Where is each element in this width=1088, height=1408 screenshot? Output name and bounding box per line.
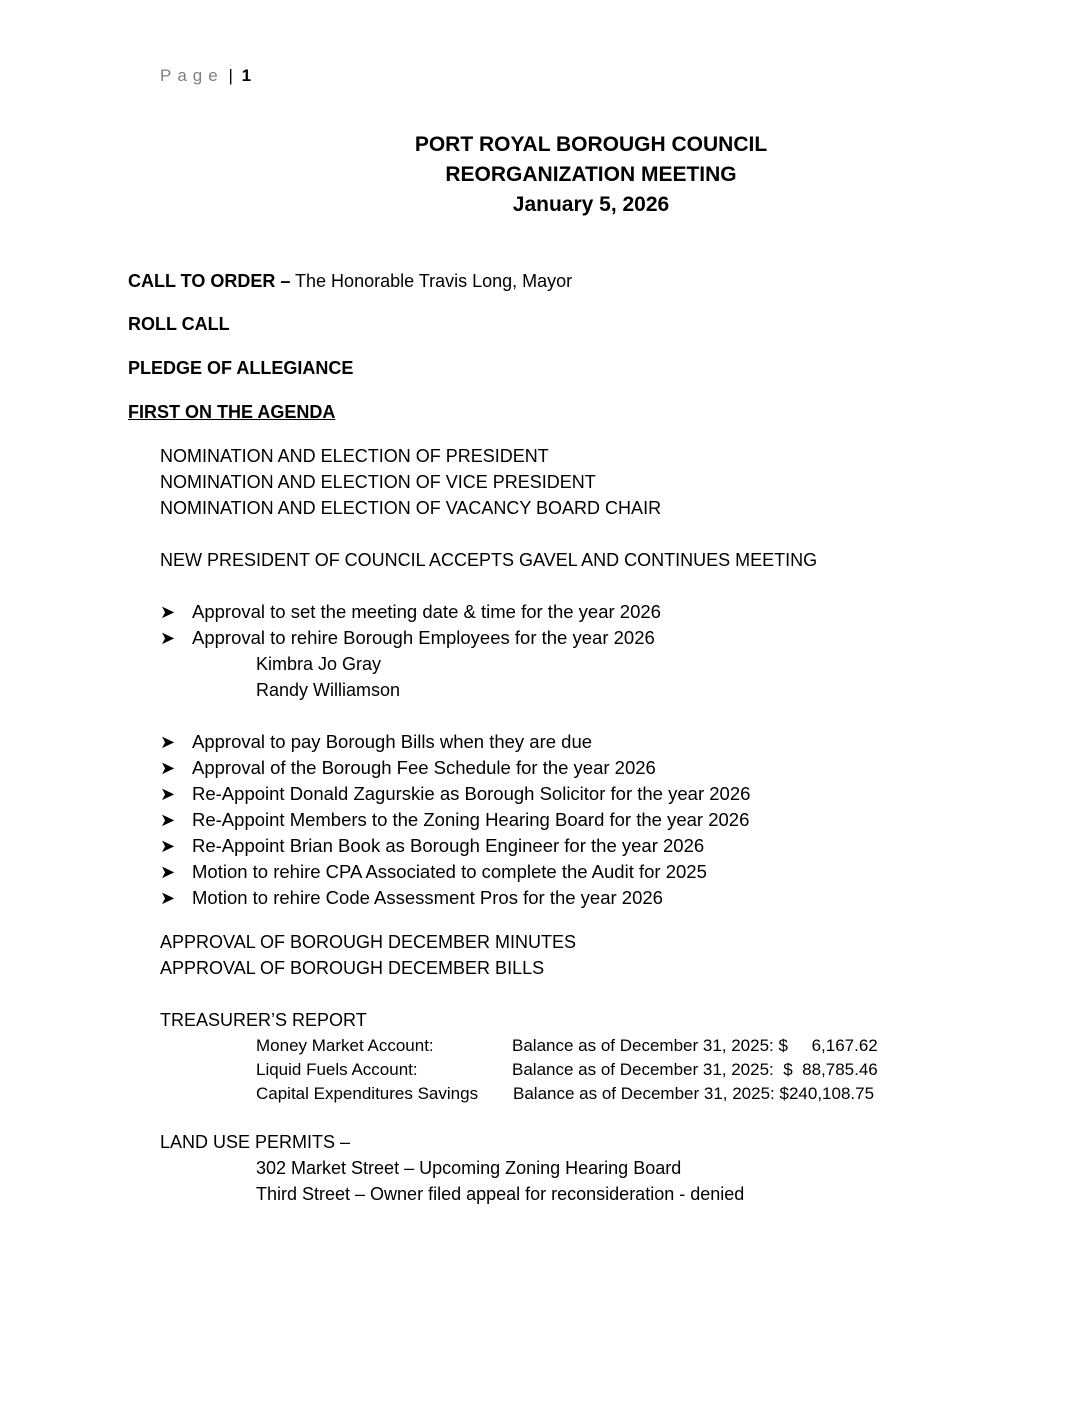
account-name: Capital Expenditures Savings <box>256 1084 479 1103</box>
land-use-item: 302 Market Street – Upcoming Zoning Hearing Board <box>256 1158 682 1178</box>
approval-bills: APPROVAL OF BOROUGH DECEMBER BILLS <box>160 958 545 978</box>
list-item <box>160 757 656 779</box>
list-item-text: Re-Appoint Brian Book as Borough Engineer for the year 2026 <box>192 835 705 856</box>
account-balance: Balance as of December 31, 2025: $ 88,785.46 <box>512 1060 878 1079</box>
list-item <box>160 627 655 649</box>
new-president-note: NEW PRESIDENT OF COUNCIL ACCEPTS GAVEL AND CONTINUES MEETING <box>160 550 818 570</box>
document-title <box>380 130 802 220</box>
arrowhead-bullet-icon: ➤ <box>160 732 176 752</box>
arrowhead-bullet-icon: ➤ <box>160 602 176 622</box>
list-item-text: Approval of the Borough Fee Schedule for the year 2026 <box>192 757 656 778</box>
call-to-order-label: CALL TO ORDER – <box>128 271 291 291</box>
nomination-vacancy-board-chair: NOMINATION AND ELECTION OF VACANCY BOARD CHAIR <box>160 498 662 518</box>
arrowhead-bullet-icon: ➤ <box>160 836 176 856</box>
land-use-item: Third Street – Owner filed appeal for reconsideration - denied <box>256 1184 745 1204</box>
title-organization: PORT ROYAL BOROUGH COUNCIL <box>414 133 768 156</box>
list-item-text: Re-Appoint Members to the Zoning Hearing Board for the year 2026 <box>192 809 750 830</box>
list-item <box>160 835 704 857</box>
title-date: January 5, 2026 <box>512 193 670 216</box>
list-item-text: Re-Appoint Donald Zagurskie as Borough Solicitor for the year 2026 <box>192 783 751 804</box>
call-to-order-text: The Honorable Travis Long, Mayor <box>290 271 573 291</box>
list-item <box>160 887 663 909</box>
account-balance: Balance as of December 31, 2025: $ 6,167.62 <box>512 1036 878 1055</box>
list-item-text: Motion to rehire Code Assessment Pros for the year 2026 <box>192 887 663 908</box>
title-meeting-type: REORGANIZATION MEETING <box>445 163 737 186</box>
list-item <box>160 731 592 753</box>
arrowhead-bullet-icon: ➤ <box>160 862 176 882</box>
arrowhead-bullet-icon: ➤ <box>160 784 176 804</box>
page-number-header <box>160 66 251 86</box>
list-item <box>160 601 661 623</box>
list-item <box>160 861 707 883</box>
page-separator: | <box>228 66 233 85</box>
account-balance: Balance as of December 31, 2025: $240,108.75 <box>513 1084 875 1103</box>
employee-name: Kimbra Jo Gray <box>256 654 382 674</box>
list-item-text: Approval to set the meeting date & time for the year 2026 <box>192 601 661 622</box>
list-item <box>160 783 750 805</box>
treasurer-report-heading: TREASURER’S REPORT <box>160 1010 367 1030</box>
account-name: Money Market Account: <box>256 1036 434 1055</box>
list-item-text: Approval to rehire Borough Employees for the year 2026 <box>192 627 655 648</box>
nomination-president: NOMINATION AND ELECTION OF PRESIDENT <box>160 446 549 466</box>
arrowhead-bullet-icon: ➤ <box>160 628 176 648</box>
land-use-heading: LAND USE PERMITS – <box>160 1132 351 1152</box>
account-name: Liquid Fuels Account: <box>256 1060 418 1079</box>
nomination-vice-president: NOMINATION AND ELECTION OF VICE PRESIDENT <box>160 472 596 492</box>
arrowhead-bullet-icon: ➤ <box>160 888 176 908</box>
list-item-text: Approval to pay Borough Bills when they are due <box>192 731 593 752</box>
pledge-heading: PLEDGE OF ALLEGIANCE <box>128 358 354 378</box>
list-item <box>160 809 749 831</box>
approval-minutes: APPROVAL OF BOROUGH DECEMBER MINUTES <box>160 932 577 952</box>
call-to-order <box>128 270 572 292</box>
page-number: 1 <box>241 66 252 85</box>
arrowhead-bullet-icon: ➤ <box>160 810 176 830</box>
roll-call-heading: ROLL CALL <box>128 314 230 334</box>
employee-name: Randy Williamson <box>256 680 401 700</box>
arrowhead-bullet-icon: ➤ <box>160 758 176 778</box>
first-on-agenda-heading: FIRST ON THE AGENDA <box>128 402 336 422</box>
list-item-text: Motion to rehire CPA Associated to complete the Audit for 2025 <box>192 861 707 882</box>
page-word: Page <box>160 66 224 85</box>
